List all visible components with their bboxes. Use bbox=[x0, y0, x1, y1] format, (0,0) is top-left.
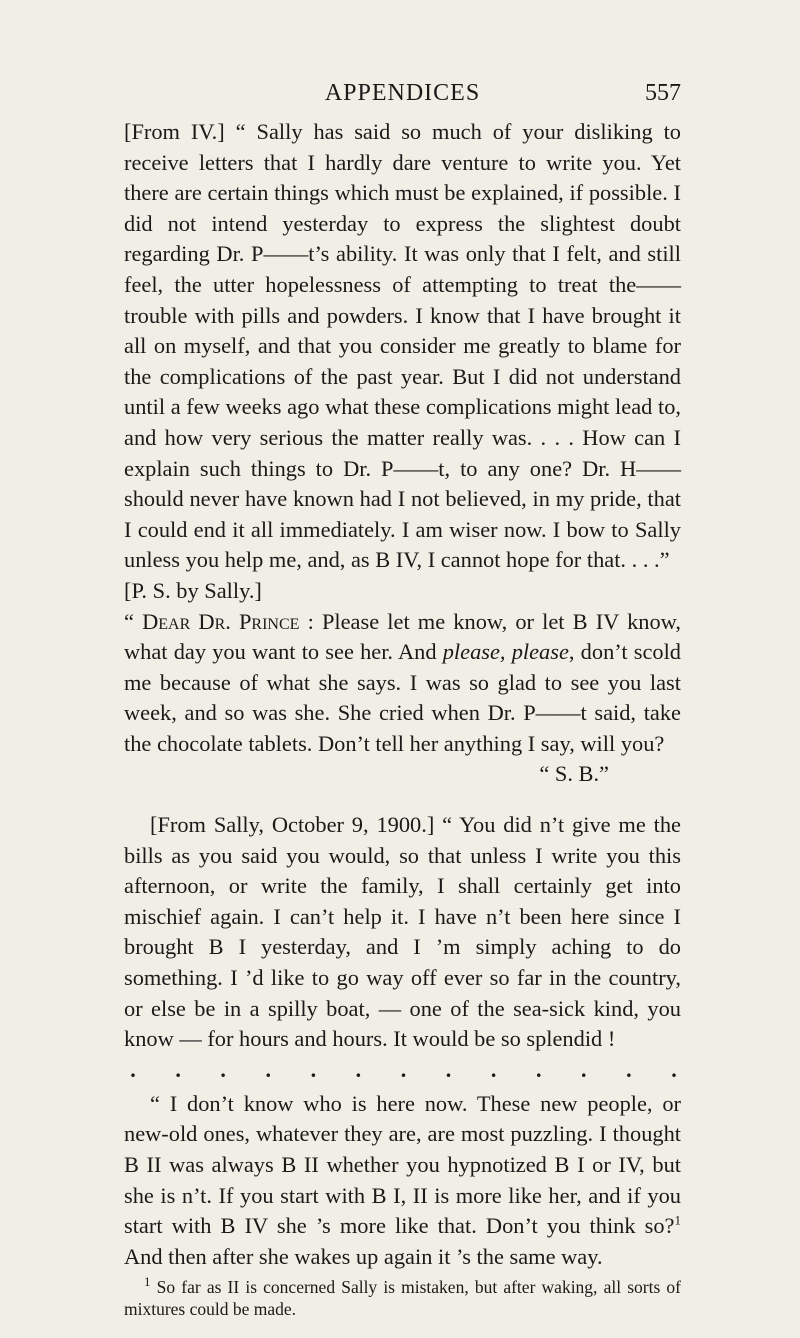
open-quote: “ bbox=[124, 608, 143, 634]
ellipsis-dot: . bbox=[265, 1056, 271, 1082]
ellipsis-dot: . bbox=[535, 1056, 542, 1082]
page-header bbox=[124, 80, 681, 114]
ellipsis-dot: . bbox=[490, 1056, 497, 1082]
footnote bbox=[124, 1276, 681, 1320]
page-number: 557 bbox=[645, 80, 681, 106]
body-text bbox=[124, 117, 681, 1320]
ellipsis-dot: . bbox=[671, 1056, 677, 1082]
ellipsis-dot: . bbox=[355, 1056, 362, 1082]
ellipsis-dot: . bbox=[220, 1056, 226, 1082]
footnote-text: So far as II is concerned Sally is mistaken, but after waking, all sorts of mixtures could be made. bbox=[124, 1277, 681, 1320]
ellipsis-row bbox=[124, 1055, 681, 1085]
ellipsis-dot: . bbox=[130, 1056, 136, 1082]
ellipsis-dot: . bbox=[445, 1056, 452, 1082]
footnote-mark: 1 bbox=[144, 1274, 151, 1290]
continued-text-b: And then after she wakes up again it ’s the same way. bbox=[124, 1243, 603, 1269]
running-head: APPENDICES bbox=[324, 80, 481, 106]
emphasis-please: please, please bbox=[442, 639, 569, 665]
salutation: Dear Dr. Prince bbox=[142, 608, 300, 634]
ellipsis-dot: . bbox=[581, 1056, 587, 1082]
postscript-by-sally bbox=[124, 607, 681, 760]
signature: “ S. B.” bbox=[539, 761, 609, 787]
spacer bbox=[124, 790, 681, 806]
footnote-ref: 1 bbox=[674, 1212, 681, 1228]
continued-text-a: “ I don’t know who is here now. These new people, or new-old ones, whatever they are, are most puzzling. I thought B II was always B II whether you hypnotized B I or IV, but she is n’t. If you start with B I, II is more like her, and if you start with B IV she ’s more like that. Don’t you think so? bbox=[124, 1090, 681, 1239]
ellipsis-dot: . bbox=[310, 1056, 317, 1082]
letter-from-iv: [From IV.] “ Sally has said so much of your disliking to receive letters that I hardly dare venture to write you. Yet there are certain things which must be explained, if possible. I did not intend yesterday to express the slightest doubt regarding Dr. P——t’s ability. It was only that I felt, and still feel, the utter hopelessness of attempting to treat the—— trouble with pills and powders. I know that I have brought it all on myself, and that you consider me greatly to blame for the complications of the past year. But I did not understand until a few weeks ago what these complications might lead to, and how very serious the matter really was. . . . How can I explain such things to Dr. P——t, to any one? Dr. H—— should never have known had I not believed, in my pride, that I could end it all immediately. I am wiser now. I bow to Sally unless you help me, and, as B IV, I cannot hope for that. . . .” bbox=[124, 119, 681, 573]
ellipsis-dot: . bbox=[626, 1056, 632, 1082]
ellipsis-dot: . bbox=[400, 1056, 407, 1082]
postscript-text-b: , don’t scold me because of what she says. I was so glad to see you last week, and so was she. She cried when Dr. P——t said, take the chocolate tablets. Don’t tell her anything I say, will you? bbox=[124, 639, 681, 756]
postscript-text-a: : Please let me know, or let B IV know, what day you want to see her. And bbox=[124, 608, 681, 665]
letter-from-sally: [From Sally, October 9, 1900.] “ You did n’t give me the bills as you said you would, so that unless I write you this afternoon, or write the family, I shall certainly get into mischief again. I can’t help it. I have n’t been here since I brought B I yesterday, and I ’m simply aching to do something. I ’d like to go way off ever so far in the country, or else be in a spilly boat, — one of the sea-sick kind, you know — for hours and hours. It would be so splendid ! bbox=[124, 812, 681, 1052]
letter-continued bbox=[124, 1089, 681, 1273]
ellipsis-dot: . bbox=[175, 1056, 181, 1082]
postscript-heading: [P. S. by Sally.] bbox=[124, 577, 262, 603]
